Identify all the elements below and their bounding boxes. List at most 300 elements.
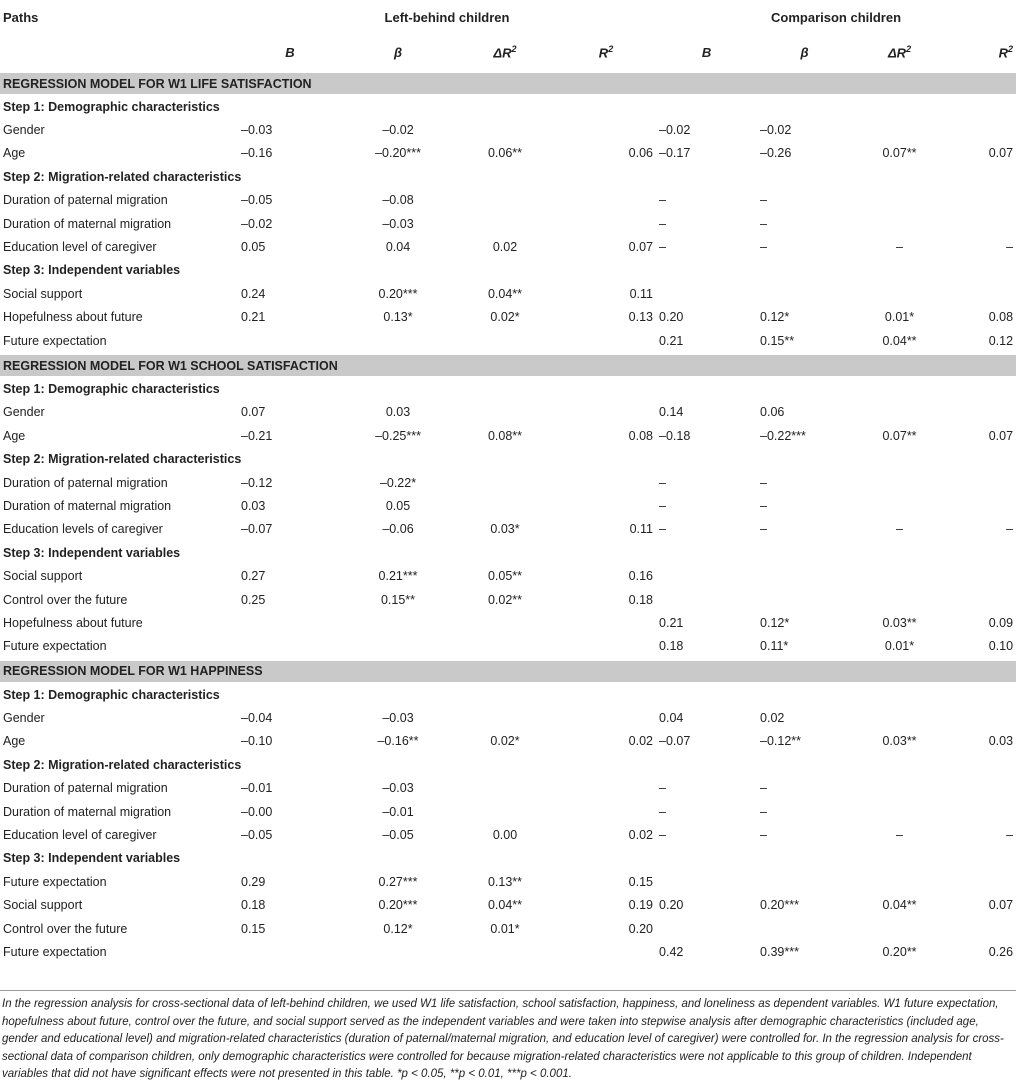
table-row <box>0 235 1016 258</box>
left-beta-cell: –0.03 <box>382 711 414 726</box>
comp-r2-cell: 0.08 <box>988 310 1014 325</box>
comp-beta-cell: 0.12* <box>760 310 790 325</box>
comparison-group-header: Comparison children <box>771 9 902 25</box>
col-delta-r2-left: $\Delta R^2$ <box>454 34 556 72</box>
comp-B-cell: 0.20 <box>659 898 684 913</box>
comp-B-cell <box>656 870 757 893</box>
left-B-cell: –0.00 <box>241 804 273 819</box>
section-title: REGRESSION MODEL FOR W1 LIFE SATISFACTION <box>0 72 1016 95</box>
comp-B-cell: – <box>659 828 666 843</box>
comp-beta-cell: – <box>760 240 767 255</box>
path-label: Education level of caregiver <box>3 828 157 843</box>
paths-header: Paths <box>3 9 39 25</box>
left-r2-cell: 0.11 <box>629 522 654 537</box>
comp-delta-r2-cell: 0.01* <box>884 310 915 325</box>
left-r2-cell <box>556 118 656 141</box>
comp-beta-cell <box>757 870 852 893</box>
left-B-cell: –0.05 <box>241 828 273 843</box>
col-r2-left: $R^2$ <box>556 34 656 72</box>
left-r2-cell <box>556 401 656 424</box>
comp-beta-cell <box>757 917 852 940</box>
comp-beta-cell: – <box>760 828 767 843</box>
left-beta-cell: –0.25*** <box>375 428 421 443</box>
step-title: Step 3: Independent variables <box>3 545 181 560</box>
comp-r2-cell <box>947 401 1016 424</box>
path-label: Age <box>3 734 26 749</box>
left-beta-cell: 0.20*** <box>378 898 418 913</box>
comp-delta-r2-cell: 0.03** <box>882 615 917 630</box>
step-heading-row <box>0 847 1016 870</box>
left-B-cell: –0.03 <box>241 123 273 138</box>
table-row <box>0 212 1016 235</box>
comp-delta-r2-cell <box>852 917 947 940</box>
comp-beta-cell: –0.12** <box>760 734 802 749</box>
comp-B-cell: 0.21 <box>659 333 684 348</box>
comp-B-cell: – <box>659 781 666 796</box>
left-beta-cell: –0.08 <box>382 193 414 208</box>
comp-delta-r2-cell: 0.04** <box>882 333 917 348</box>
comp-delta-r2-cell <box>852 212 947 235</box>
table-row <box>0 471 1016 494</box>
comp-r2-cell: – <box>1006 240 1014 255</box>
left-delta-r2-cell <box>454 706 556 729</box>
path-label: Social support <box>3 898 83 913</box>
comp-delta-r2-cell: 0.01* <box>884 639 915 654</box>
comp-delta-r2-cell <box>852 706 947 729</box>
left-beta-cell <box>342 635 454 660</box>
comp-r2-cell <box>947 917 1016 940</box>
model-section-row <box>0 354 1016 377</box>
comp-beta-cell: – <box>760 216 767 231</box>
left-r2-cell <box>556 212 656 235</box>
table-row <box>0 142 1016 165</box>
comp-B-cell: 0.14 <box>659 405 684 420</box>
left-r2-cell <box>556 494 656 517</box>
path-label: Hopefulness about future <box>3 615 143 630</box>
comp-r2-cell <box>947 588 1016 611</box>
comp-delta-r2-cell <box>852 870 947 893</box>
step-title: Step 2: Migration-related characteristics <box>3 452 242 467</box>
comp-delta-r2-cell: 0.04** <box>882 898 917 913</box>
left-beta-cell: –0.22* <box>379 475 417 490</box>
comp-delta-r2-cell <box>852 588 947 611</box>
left-B-cell: –0.07 <box>241 522 273 537</box>
comp-r2-cell: 0.12 <box>988 333 1014 348</box>
comp-beta-cell: – <box>760 193 767 208</box>
left-delta-r2-cell: 0.02** <box>487 592 523 607</box>
comp-B-cell: – <box>659 475 666 490</box>
comp-B-cell: 0.20 <box>659 310 684 325</box>
left-B-cell <box>238 635 342 660</box>
step-heading-row <box>0 95 1016 119</box>
table-row <box>0 823 1016 846</box>
left-delta-r2-cell: 0.13** <box>487 874 523 889</box>
left-r2-cell <box>556 706 656 729</box>
left-B-cell: 0.03 <box>241 498 266 513</box>
comp-B-cell: –0.18 <box>659 428 691 443</box>
comp-B-cell: – <box>659 522 666 537</box>
header-blank <box>0 34 238 72</box>
comp-B-cell: – <box>659 240 666 255</box>
table-row <box>0 189 1016 212</box>
comp-r2-cell <box>947 189 1016 212</box>
comp-r2-cell: 0.26 <box>988 944 1014 959</box>
left-r2-cell <box>556 471 656 494</box>
comp-beta-cell: –0.22*** <box>760 428 806 443</box>
table-row <box>0 870 1016 893</box>
comp-delta-r2-cell <box>852 189 947 212</box>
left-r2-cell: 0.07 <box>628 240 654 255</box>
path-label: Education level of caregiver <box>3 240 157 255</box>
comp-B-cell: –0.07 <box>659 734 691 749</box>
table-row <box>0 894 1016 917</box>
comp-beta-cell <box>757 588 852 611</box>
left-beta-cell: –0.02 <box>382 123 414 138</box>
comp-r2-cell <box>947 118 1016 141</box>
comp-B-cell: – <box>659 216 666 231</box>
left-B-cell: –0.01 <box>241 781 273 796</box>
comp-beta-cell: –0.02 <box>760 123 792 138</box>
comp-r2-cell <box>947 212 1016 235</box>
header-row-columns <box>0 34 1016 72</box>
left-B-cell: 0.07 <box>241 405 266 420</box>
comp-B-cell: – <box>659 804 666 819</box>
comp-r2-cell: – <box>1006 522 1014 537</box>
comp-beta-cell: – <box>760 522 767 537</box>
comp-delta-r2-cell: 0.07** <box>882 146 917 161</box>
left-delta-r2-cell: 0.05** <box>487 569 523 584</box>
step-title: Step 1: Demographic characteristics <box>3 99 220 114</box>
left-B-cell: 0.15 <box>241 921 266 936</box>
left-delta-r2-cell: 0.02* <box>490 734 520 749</box>
comp-r2-cell <box>947 471 1016 494</box>
left-B-cell: –0.10 <box>241 734 273 749</box>
comp-delta-r2-cell <box>852 800 947 823</box>
left-beta-cell: 0.13* <box>383 310 413 325</box>
step-heading-row <box>0 165 1016 188</box>
path-label: Hopefulness about future <box>3 310 143 325</box>
path-label: Duration of paternal migration <box>3 781 168 796</box>
comp-delta-r2-cell: – <box>896 240 903 255</box>
left-delta-r2-cell <box>454 611 556 634</box>
left-B-cell: 0.27 <box>241 569 266 584</box>
left-B-cell: –0.21 <box>241 428 273 443</box>
left-delta-r2-cell: 0.00 <box>492 828 518 843</box>
comp-beta-cell: 0.39*** <box>760 944 799 959</box>
left-r2-cell: 0.06 <box>628 146 654 161</box>
step-title: Step 3: Independent variables <box>3 263 181 278</box>
left-delta-r2-cell <box>454 118 556 141</box>
left-delta-r2-cell: 0.03* <box>490 522 520 537</box>
left-r2-cell <box>556 611 656 634</box>
comp-B-cell <box>656 564 757 587</box>
left-beta-cell: 0.15** <box>380 592 416 607</box>
model-section-row <box>0 72 1016 95</box>
path-label: Control over the future <box>3 921 128 936</box>
table-body <box>0 72 1016 964</box>
path-label: Gender <box>3 123 45 138</box>
comp-r2-cell: 0.09 <box>988 615 1014 630</box>
left-B-cell: 0.29 <box>241 874 266 889</box>
left-beta-cell: 0.21*** <box>378 569 418 584</box>
comp-r2-cell: 0.07 <box>988 898 1014 913</box>
left-delta-r2-cell <box>454 329 556 354</box>
left-B-cell: 0.21 <box>241 310 266 325</box>
left-B-cell <box>238 611 342 634</box>
comp-beta-cell <box>757 564 852 587</box>
left-delta-r2-cell: 0.06** <box>487 146 523 161</box>
left-beta-cell: 0.12* <box>383 921 413 936</box>
comp-beta-cell: 0.12* <box>760 615 790 630</box>
comp-beta-cell: –0.26 <box>760 146 792 161</box>
comp-beta-cell: – <box>760 804 767 819</box>
left-r2-cell <box>556 940 656 963</box>
left-delta-r2-cell <box>454 940 556 963</box>
left-r2-cell <box>556 329 656 354</box>
left-B-cell: –0.12 <box>241 475 273 490</box>
comp-beta-cell: 0.06 <box>760 405 785 420</box>
comp-delta-r2-cell: 0.03** <box>882 734 917 749</box>
left-B-cell: 0.25 <box>241 592 266 607</box>
comp-r2-cell: 0.07 <box>988 146 1014 161</box>
table-row <box>0 940 1016 963</box>
table-row <box>0 282 1016 305</box>
left-delta-r2-cell: 0.04** <box>487 286 523 301</box>
left-r2-cell: 0.02 <box>628 828 654 843</box>
comp-B-cell: 0.04 <box>659 711 684 726</box>
left-r2-cell: 0.16 <box>628 569 654 584</box>
col-beta-left: β <box>342 34 454 72</box>
left-beta-cell: –0.16** <box>377 734 419 749</box>
comp-B-cell: 0.21 <box>659 615 684 630</box>
comp-delta-r2-cell <box>852 401 947 424</box>
path-label: Future expectation <box>3 944 107 959</box>
left-r2-cell: 0.20 <box>628 921 654 936</box>
path-label: Social support <box>3 569 83 584</box>
path-label: Social support <box>3 286 83 301</box>
step-heading-row <box>0 753 1016 776</box>
table-row <box>0 329 1016 354</box>
left-delta-r2-cell: 0.02* <box>490 310 520 325</box>
comp-B-cell: 0.18 <box>659 639 684 654</box>
path-label: Future expectation <box>3 874 107 889</box>
path-label: Education levels of caregiver <box>3 522 163 537</box>
table-row <box>0 494 1016 517</box>
path-label: Duration of paternal migration <box>3 193 168 208</box>
step-title: Step 2: Migration-related characteristics <box>3 169 242 184</box>
comp-B-cell: –0.02 <box>659 123 691 138</box>
table-row <box>0 306 1016 329</box>
comp-B-cell: – <box>659 193 666 208</box>
comp-B-cell: 0.42 <box>659 944 684 959</box>
left-beta-cell <box>342 329 454 354</box>
left-r2-cell <box>556 189 656 212</box>
col-delta-r2-right: $\Delta R^2$ <box>852 34 947 72</box>
step-heading-row <box>0 682 1016 706</box>
comp-r2-cell <box>947 564 1016 587</box>
left-delta-r2-cell <box>454 800 556 823</box>
table-row <box>0 706 1016 729</box>
left-B-cell: 0.05 <box>241 240 266 255</box>
left-r2-cell: 0.15 <box>628 874 654 889</box>
col-B-right: B <box>656 34 757 72</box>
step-heading-row <box>0 259 1016 282</box>
left-r2-cell: 0.18 <box>628 592 654 607</box>
header-row-groups <box>0 0 1016 34</box>
left-r2-cell <box>556 635 656 660</box>
comp-beta-cell: 0.15** <box>760 333 795 348</box>
left-delta-r2-cell <box>454 777 556 800</box>
left-r2-cell: 0.08 <box>628 428 654 443</box>
left-beta-cell: 0.05 <box>385 498 411 513</box>
col-beta-right: β <box>757 34 852 72</box>
left-beta-cell: 0.04 <box>385 240 411 255</box>
table-row <box>0 611 1016 634</box>
left-r2-cell <box>556 800 656 823</box>
path-label: Age <box>3 428 26 443</box>
path-label: Future expectation <box>3 639 107 654</box>
step-title: Step 1: Demographic characteristics <box>3 687 220 702</box>
section-title: REGRESSION MODEL FOR W1 SCHOOL SATISFACTION <box>0 354 1016 377</box>
table-row <box>0 917 1016 940</box>
left-delta-r2-cell: 0.08** <box>487 428 523 443</box>
left-beta-cell: –0.03 <box>382 216 414 231</box>
comp-beta-cell <box>757 282 852 305</box>
model-section-row <box>0 659 1016 682</box>
left-beta-cell: –0.20*** <box>375 146 421 161</box>
table-row <box>0 424 1016 447</box>
step-title: Step 1: Demographic characteristics <box>3 381 220 396</box>
col-r2-right: $R^2$ <box>947 34 1016 72</box>
section-title: REGRESSION MODEL FOR W1 HAPPINESS <box>0 659 1016 682</box>
path-label: Future expectation <box>3 333 107 348</box>
left-beta-cell: 0.03 <box>385 405 411 420</box>
step-heading-row <box>0 541 1016 564</box>
left-delta-r2-cell <box>454 635 556 660</box>
left-B-cell: –0.16 <box>241 146 273 161</box>
left-B-cell: –0.05 <box>241 193 273 208</box>
step-heading-row <box>0 377 1016 401</box>
comp-r2-cell <box>947 800 1016 823</box>
comp-B-cell: – <box>659 498 666 513</box>
comp-r2-cell <box>947 494 1016 517</box>
comp-delta-r2-cell <box>852 282 947 305</box>
path-label: Gender <box>3 405 45 420</box>
left-delta-r2-cell: 0.04** <box>487 898 523 913</box>
left-B-cell: –0.04 <box>241 711 273 726</box>
left-r2-cell: 0.19 <box>628 898 654 913</box>
left-delta-r2-cell <box>454 189 556 212</box>
step-title: Step 3: Independent variables <box>3 851 181 866</box>
comp-B-cell <box>656 282 757 305</box>
path-label: Duration of maternal migration <box>3 804 172 819</box>
comp-delta-r2-cell <box>852 494 947 517</box>
comp-delta-r2-cell: – <box>896 522 903 537</box>
left-B-cell: 0.24 <box>241 286 266 301</box>
left-beta-cell <box>342 611 454 634</box>
comp-delta-r2-cell: – <box>896 828 903 843</box>
path-label: Gender <box>3 711 45 726</box>
comp-delta-r2-cell <box>852 777 947 800</box>
comp-r2-cell <box>947 870 1016 893</box>
comp-r2-cell <box>947 282 1016 305</box>
comp-beta-cell: 0.20*** <box>760 898 799 913</box>
path-label: Duration of maternal migration <box>3 216 172 231</box>
left-beta-cell: –0.03 <box>382 781 414 796</box>
left-r2-cell <box>556 777 656 800</box>
comp-r2-cell <box>947 777 1016 800</box>
left-r2-cell: 0.02 <box>628 734 654 749</box>
table-row <box>0 118 1016 141</box>
comp-B-cell <box>656 917 757 940</box>
left-delta-r2-cell: 0.01* <box>490 921 520 936</box>
comp-delta-r2-cell: 0.07** <box>882 428 917 443</box>
left-B-cell: 0.18 <box>241 898 266 913</box>
comp-r2-cell: 0.07 <box>988 428 1014 443</box>
left-B-cell <box>238 329 342 354</box>
comp-B-cell <box>656 588 757 611</box>
left-beta-cell: 0.27*** <box>378 874 418 889</box>
table-row <box>0 518 1016 541</box>
comp-beta-cell: 0.11* <box>760 639 789 654</box>
comp-r2-cell <box>947 706 1016 729</box>
step-heading-row <box>0 447 1016 470</box>
step-title: Step 2: Migration-related characteristics <box>3 757 242 772</box>
left-beta-cell: –0.01 <box>382 804 414 819</box>
left-delta-r2-cell <box>454 471 556 494</box>
path-label: Age <box>3 146 26 161</box>
left-r2-cell: 0.11 <box>629 286 654 301</box>
left-beta-cell: –0.06 <box>382 522 414 537</box>
comp-delta-r2-cell <box>852 118 947 141</box>
left-delta-r2-cell <box>454 401 556 424</box>
left-delta-r2-cell <box>454 494 556 517</box>
left-behind-group-header: Left-behind children <box>384 9 510 25</box>
left-beta-cell: –0.05 <box>382 828 414 843</box>
table-row <box>0 588 1016 611</box>
table-row <box>0 401 1016 424</box>
path-label: Duration of maternal migration <box>3 498 172 513</box>
path-label: Duration of paternal migration <box>3 475 168 490</box>
comp-delta-r2-cell <box>852 564 947 587</box>
table-row <box>0 635 1016 660</box>
left-delta-r2-cell: 0.02 <box>492 240 518 255</box>
comp-delta-r2-cell <box>852 471 947 494</box>
left-B-cell: –0.02 <box>241 216 273 231</box>
comp-beta-cell: – <box>760 498 767 513</box>
comp-beta-cell: 0.02 <box>760 711 785 726</box>
comp-delta-r2-cell: 0.20** <box>882 944 917 959</box>
col-B-left: B <box>238 34 342 72</box>
table-row <box>0 730 1016 753</box>
left-delta-r2-cell <box>454 212 556 235</box>
table-row <box>0 564 1016 587</box>
path-label: Control over the future <box>3 592 128 607</box>
comp-r2-cell: – <box>1006 828 1014 843</box>
comp-r2-cell: 0.03 <box>988 734 1014 749</box>
left-B-cell <box>238 940 342 963</box>
table-row <box>0 800 1016 823</box>
table-footnote: In the regression analysis for cross-sectional data of left-behind children, we used W1 life satisfaction, school satisfaction, happiness, and loneliness as dependent variables. W1 future expectation, hopefulness about future, control over the future, and social support served as the independent variables and were taken into stepwise analysis after demographic characteristics (included age, gender and educational level) and migration-related characteristics (duration of paternal/maternal migration, and education level of caregiver) were controlled for. In the regression analysis for cross-sectional data of comparison children, only demographic characteristics were controlled for because migration-related characteristics were not applicable to this group of children. Independent variables that did not have significant effects were not presented in this table. *p < 0.05, **p < 0.01, ***p < 0.001. <box>0 990 1016 1084</box>
comp-B-cell: –0.17 <box>659 146 691 161</box>
comp-beta-cell: – <box>760 475 767 490</box>
table-row <box>0 777 1016 800</box>
comp-beta-cell: – <box>760 781 767 796</box>
comp-r2-cell: 0.10 <box>988 639 1014 654</box>
left-beta-cell: 0.20*** <box>378 286 418 301</box>
left-r2-cell: 0.13 <box>628 310 654 325</box>
left-beta-cell <box>342 940 454 963</box>
